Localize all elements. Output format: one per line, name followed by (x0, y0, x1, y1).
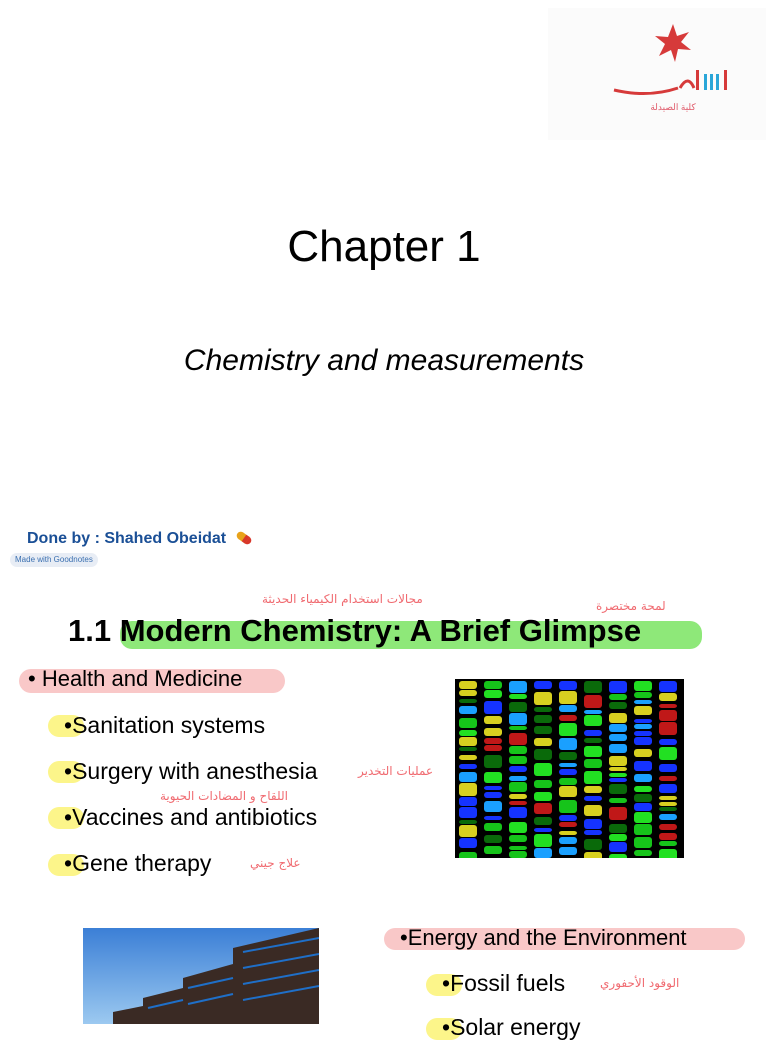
gel-band (634, 719, 652, 723)
gel-band (634, 692, 652, 698)
gel-band (634, 850, 652, 856)
gel-band (559, 738, 577, 750)
gel-band (609, 807, 627, 820)
gel-band (609, 784, 627, 794)
gel-band (484, 835, 502, 843)
gel-band (609, 756, 627, 766)
gel-band (484, 738, 502, 744)
gel-band (559, 847, 577, 855)
gel-band (484, 792, 502, 798)
gel-band (609, 694, 627, 700)
list-item (442, 970, 565, 997)
gel-band (634, 761, 652, 771)
gel-band (459, 747, 477, 751)
gel-band (609, 744, 627, 753)
list-item (64, 712, 265, 739)
gel-band (509, 835, 527, 842)
gel-band (559, 815, 577, 821)
logo-tagline: كلية الصيدلة (650, 102, 696, 112)
chapter-title: Chapter 1 (287, 222, 481, 271)
gel-band (659, 710, 677, 721)
list-item-text: Gene therapy (72, 850, 212, 876)
gel-band (459, 681, 477, 689)
arabic-note-fields: مجالات استخدام الكيمياء الحديثة (262, 592, 423, 606)
list-item (442, 1014, 580, 1041)
gel-band (659, 796, 677, 800)
gel-band (659, 849, 677, 858)
gel-band (509, 694, 527, 699)
gel-band (609, 834, 627, 841)
gel-band (584, 852, 602, 858)
gel-band (584, 738, 602, 743)
gel-band (534, 817, 552, 825)
gel-band (609, 798, 627, 803)
gel-band (634, 837, 652, 848)
gel-band (534, 828, 552, 832)
gel-band (459, 852, 477, 858)
logo-wordmark-graphic (608, 64, 738, 98)
gel-band (609, 824, 627, 833)
gel-band (534, 707, 552, 712)
gel-band (584, 759, 602, 768)
author-credit-text: Done by : Shahed Obeidat (27, 530, 227, 547)
list-item (64, 850, 211, 877)
gel-band (459, 690, 477, 696)
bullet: • (64, 804, 73, 830)
bullet: • (64, 712, 73, 738)
gel-band (484, 701, 502, 714)
gel-band (559, 822, 577, 827)
gel-band (659, 824, 677, 830)
gel-band (509, 782, 527, 792)
gel-band (459, 783, 477, 796)
gel-band (659, 764, 677, 772)
gel-band (534, 763, 552, 776)
gel-band (534, 738, 552, 746)
gel-band (459, 718, 477, 728)
gel-band (509, 807, 527, 818)
gel-band (459, 807, 477, 818)
pill-icon (235, 531, 253, 545)
gel-band (534, 780, 552, 788)
gel-band (659, 784, 677, 793)
gel-band (509, 713, 527, 725)
gel-band (484, 728, 502, 736)
list-item-text: Surgery with anesthesia (72, 758, 318, 784)
gel-band (659, 841, 677, 846)
arabic-note: اللقاح و المضادات الحيوية (160, 789, 288, 803)
gel-band (634, 731, 652, 736)
gel-band (484, 681, 502, 689)
gel-band (509, 756, 527, 764)
gel-band (459, 755, 477, 760)
gel-band (459, 820, 477, 824)
topic-energy-environment: •Energy and the Environment (400, 925, 687, 950)
star-icon (653, 24, 693, 64)
gel-band (584, 681, 602, 693)
bullet: • (64, 850, 73, 876)
gel-band (509, 681, 527, 693)
list-item-text: Fossil fuels (450, 970, 566, 996)
gel-band (634, 700, 652, 704)
gel-band (659, 776, 677, 781)
gel-band (459, 706, 477, 714)
gel-band (509, 702, 527, 712)
gel-band (484, 846, 502, 854)
gel-band (559, 681, 577, 690)
gel-band (634, 803, 652, 811)
gel-band (509, 726, 527, 730)
gel-band (659, 802, 677, 806)
gel-band (534, 692, 552, 705)
gel-band (559, 800, 577, 813)
gel-band (609, 773, 627, 777)
gel-band (659, 704, 677, 708)
gel-band (559, 831, 577, 835)
gel-band (659, 807, 677, 811)
gel-band (609, 854, 627, 858)
bullet: • (64, 758, 73, 784)
gel-band (534, 749, 552, 760)
gel-band (634, 706, 652, 715)
gel-band (659, 814, 677, 820)
bullet: • (442, 970, 451, 996)
gel-band (609, 724, 627, 732)
gel-band (584, 746, 602, 757)
gel-band (634, 824, 652, 835)
gel-band (559, 763, 577, 767)
gel-band (559, 723, 577, 736)
gel-band (484, 690, 502, 698)
gel-band (559, 778, 577, 785)
gel-band (459, 797, 477, 806)
gel-band (659, 833, 677, 840)
gel-band (459, 737, 477, 746)
gel-band (609, 713, 627, 723)
goodnotes-badge: Made with Goodnotes (10, 553, 98, 567)
gel-band (534, 726, 552, 734)
gel-band (509, 776, 527, 781)
gel-band (634, 786, 652, 792)
arabic-note: عمليات التخدير (358, 764, 434, 778)
gel-band (509, 746, 527, 754)
gel-band (484, 716, 502, 724)
gel-band (634, 724, 652, 729)
gel-band (634, 737, 652, 745)
gel-band (559, 786, 577, 797)
gel-band (509, 801, 527, 805)
gel-band (659, 739, 677, 745)
gel-band (484, 823, 502, 831)
gel-band (559, 752, 577, 760)
gel-band (584, 730, 602, 736)
gel-band (459, 730, 477, 736)
dna-sequencing-image (455, 679, 684, 858)
gel-band (484, 745, 502, 751)
gel-band (534, 803, 552, 814)
bullet: • (442, 1014, 451, 1040)
solar-building-image (83, 928, 319, 1024)
gel-band (484, 786, 502, 790)
list-item-text: Vaccines and antibiotics (72, 804, 318, 830)
gel-band (559, 705, 577, 712)
gel-band (609, 778, 627, 782)
gel-band (634, 774, 652, 782)
gel-band (659, 722, 677, 735)
gel-band (584, 839, 602, 850)
gel-band (659, 693, 677, 701)
gel-band (609, 681, 627, 693)
gel-band (459, 772, 477, 782)
topic-health-medicine: • Health and Medicine (28, 666, 243, 691)
gel-band (609, 842, 627, 852)
gel-band (459, 838, 477, 848)
gel-band (484, 816, 502, 820)
list-item-text: Solar energy (450, 1014, 581, 1040)
gel-band (584, 771, 602, 784)
gel-band (534, 848, 552, 858)
gel-band (509, 822, 527, 833)
list-item-text: Sanitation systems (72, 712, 266, 738)
gel-band (584, 715, 602, 726)
gel-band (634, 812, 652, 823)
gel-band (584, 830, 602, 835)
section-title: 1.1 Modern Chemistry: A Brief Glimpse (68, 613, 642, 648)
college-logo (548, 8, 766, 140)
gel-band (459, 764, 477, 769)
gel-band (534, 834, 552, 847)
gel-band (484, 755, 502, 768)
gel-band (484, 801, 502, 812)
gel-band (584, 805, 602, 816)
gel-band (584, 819, 602, 829)
gel-band (609, 767, 627, 771)
gel-band (534, 792, 552, 801)
gel-band (609, 702, 627, 709)
gel-band (584, 710, 602, 714)
gel-band (534, 681, 552, 689)
gel-band (659, 681, 677, 692)
gel-band (484, 772, 502, 783)
gel-band (584, 796, 602, 801)
gel-band (509, 733, 527, 745)
author-credit (27, 530, 253, 548)
gel-band (459, 699, 477, 703)
gel-band (634, 681, 652, 691)
arabic-note: علاج جيني (250, 856, 301, 870)
list-item (64, 804, 317, 831)
gel-band (634, 749, 652, 757)
arabic-note: الوقود الأحفوري (600, 976, 680, 990)
gel-band (509, 851, 527, 858)
gel-band (559, 837, 577, 844)
gel-band (534, 715, 552, 723)
arabic-note-glimpse: لمحة مختصرة (596, 599, 666, 613)
chapter-subtitle: Chemistry and measurements (183, 344, 585, 377)
gel-band (559, 769, 577, 775)
list-item (64, 758, 318, 785)
gel-band (609, 734, 627, 741)
gel-band (459, 825, 477, 837)
gel-band (509, 794, 527, 799)
gel-band (559, 691, 577, 704)
gel-band (634, 794, 652, 802)
gel-band (509, 846, 527, 850)
gel-band (509, 766, 527, 772)
gel-band (584, 695, 602, 708)
gel-band (559, 715, 577, 721)
gel-band (659, 747, 677, 760)
gel-band (584, 786, 602, 793)
